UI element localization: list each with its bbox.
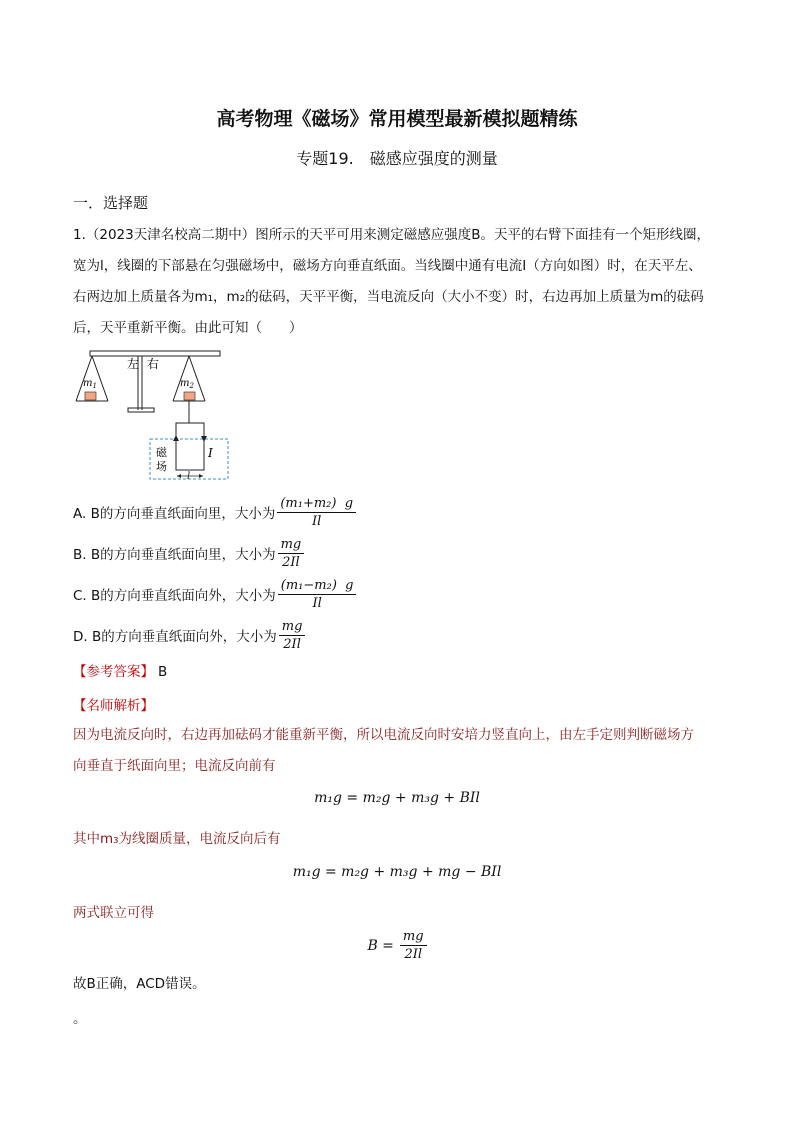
question-line-2: 宽为l，线圈的下部悬在匀强磁场中，磁场方向垂直纸面。当线圈中通有电流I（方向如图）时，在天平左、 — [73, 258, 702, 274]
option-c-fraction: $\frac{\text{(m₁−m₂) g}}{Il}$ — [278, 577, 357, 612]
option-a-fraction: $\frac{\text{(m₁+m₂) g}}{Il}$ — [277, 495, 356, 530]
answer-value: B — [158, 664, 168, 680]
option-a-text: A. B的方向垂直纸面向里，大小为 — [73, 506, 276, 522]
section-heading: 一．选择题 — [73, 194, 149, 212]
option-c-text: C. B的方向垂直纸面向外，大小为 — [73, 588, 276, 604]
field-label-2: 场 — [156, 460, 167, 473]
field-label-1: 磁 — [156, 446, 167, 459]
question-line-4: 后，天平重新平衡。由此可知（ ） — [73, 320, 303, 336]
answer-section — [73, 660, 167, 680]
equation-2: m₁g = m₂g + m₃g + mg − BIl — [292, 864, 502, 880]
equation-3 — [0, 928, 794, 963]
left-weight — [85, 392, 96, 400]
option-c[interactable] — [73, 574, 356, 614]
option-b[interactable] — [73, 533, 304, 573]
analysis-line-3: 其中m₃为线圈质量，电流反向后有 — [73, 831, 281, 847]
balance-diagram — [68, 346, 238, 486]
question-line-3: 右两边加上质量各为m₁，m₂的砝码，天平平衡，当电流反向（大小不变）时，右边再加上质量为m的砝码 — [73, 289, 704, 305]
equation-3-fraction: $\frac{mg}{2Il}$ — [400, 928, 427, 963]
right-weight — [184, 392, 195, 400]
option-a[interactable] — [73, 492, 356, 532]
m2-label: $m_2$ — [180, 378, 194, 390]
current-label: I — [208, 446, 213, 460]
document-title: 高考物理《磁场》常用模型最新模拟题精练 — [216, 108, 578, 130]
answer-label: 【参考答案】 — [73, 664, 154, 680]
analysis-line-1: 因为电流反向时，右边再加砝码才能重新平衡，所以电流反向时安培力竖直向上，由左手定则判断磁场方 — [73, 727, 694, 743]
equation-1: m₁g = m₂g + m₃g + BIl — [314, 790, 480, 806]
conclusion: 故B正确，ACD错误。 — [73, 976, 206, 992]
option-d-fraction: $\frac{mg}{2Il}$ — [279, 618, 306, 653]
option-d[interactable] — [73, 615, 305, 655]
balance-beam — [90, 351, 220, 356]
option-d-text: D. B的方向垂直纸面向外，大小为 — [73, 629, 277, 645]
current-arrow-up — [173, 435, 179, 441]
analysis-line-4: 两式联立可得 — [73, 905, 154, 921]
m1-label: $m_1$ — [83, 378, 97, 390]
left-label: 左 — [127, 357, 140, 371]
balance-base — [128, 408, 154, 412]
analysis-label: 【名师解析】 — [73, 698, 154, 714]
width-label: l — [187, 471, 191, 482]
coil — [176, 423, 204, 470]
right-label: 右 — [147, 357, 160, 371]
end-mark: 。 — [73, 1011, 87, 1027]
equation-3-lhs: B = — [367, 937, 394, 954]
option-b-fraction: $\frac{mg}{2Il}$ — [278, 536, 305, 571]
option-b-text: B. B的方向垂直纸面向里，大小为 — [73, 547, 276, 563]
question-line-1: 1.（2023天津名校高二期中）图所示的天平可用来测定磁感应强度B。天平的右臂下面挂有一个矩形线圈， — [73, 227, 710, 243]
analysis-line-2: 向垂直于纸面向里；电流反向前有 — [73, 758, 276, 774]
document-subtitle: 专题19. 磁感应强度的测量 — [296, 149, 498, 168]
